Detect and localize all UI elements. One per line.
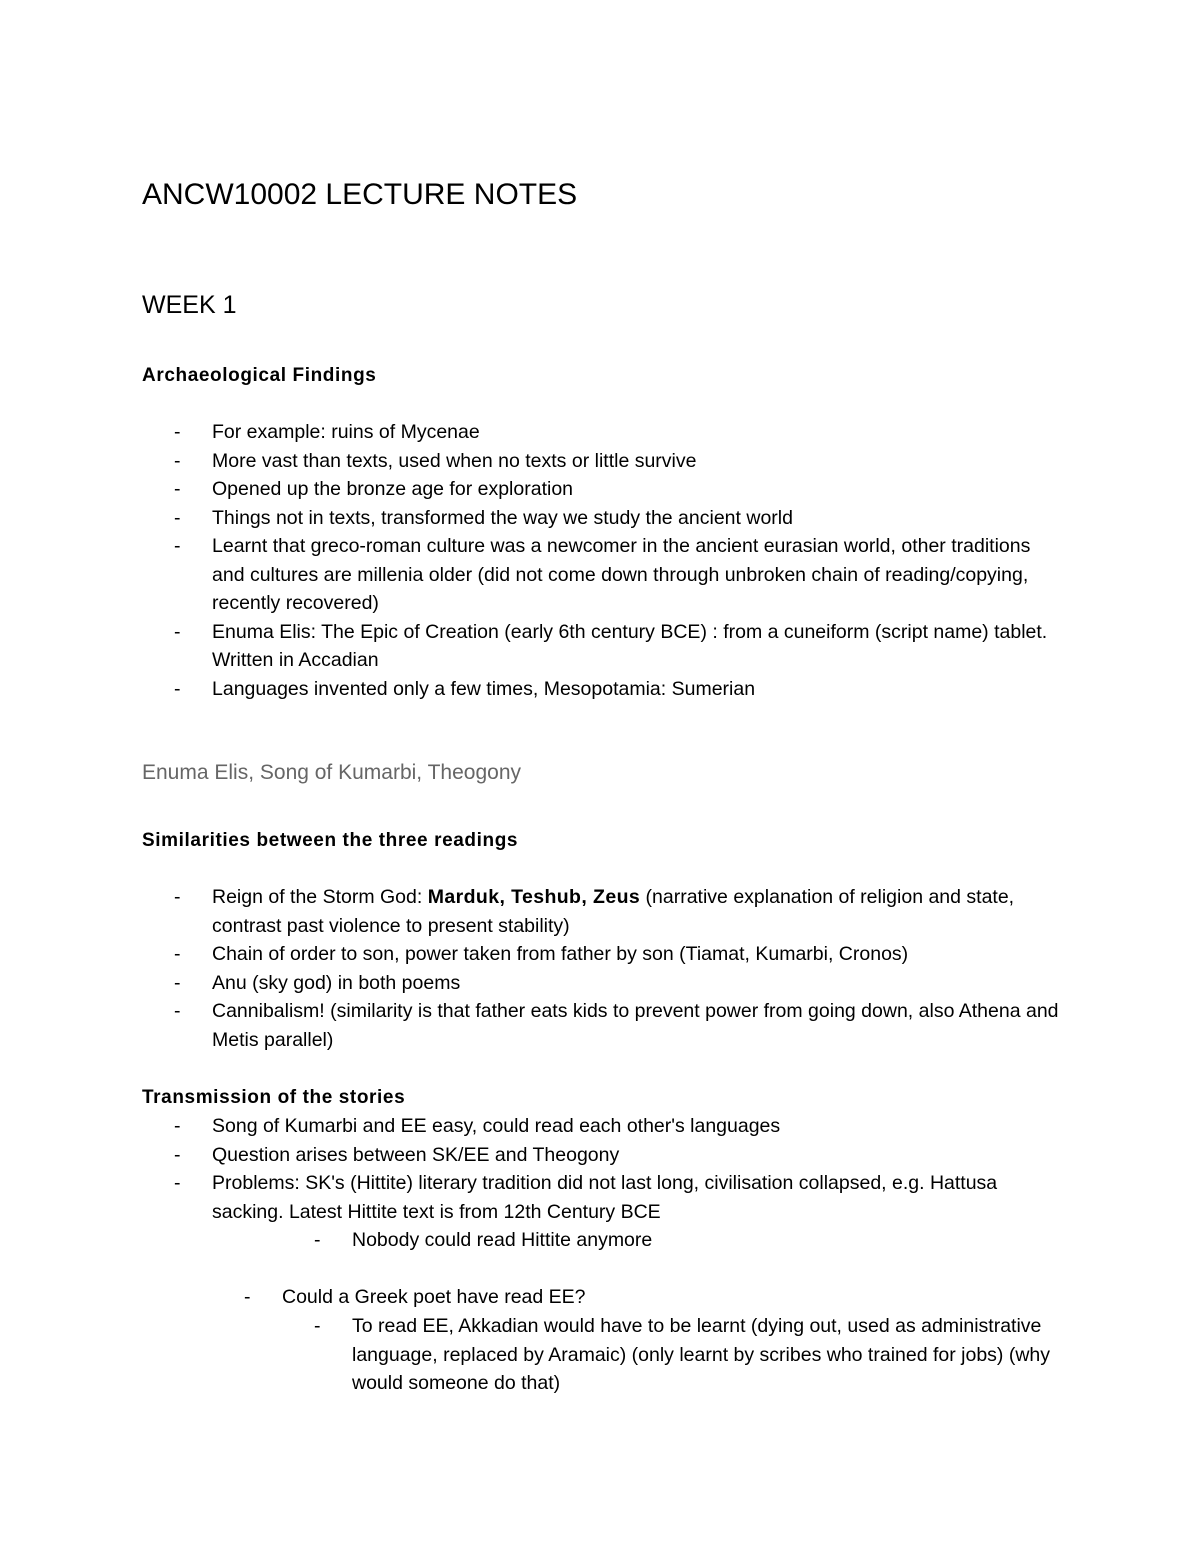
list-item-text: Things not in texts, transformed the way we study the ancient world: [212, 506, 793, 529]
dash-bullet: -: [174, 478, 181, 500]
dash-bullet: -: [174, 677, 181, 700]
list-item-text: For example: ruins of Mycenae: [212, 421, 480, 443]
list-item: [142, 883, 1062, 940]
dash-bullet: -: [244, 1286, 251, 1308]
list-item: [142, 475, 1062, 504]
list-item-text-post: (narrative explanation of religion and state, contrast past violence to present stability): [212, 886, 1015, 937]
dash-bullet: -: [174, 1115, 181, 1137]
list-item-text: Languages invented only a few times, Mesopotamia: Sumerian: [212, 677, 756, 700]
list-item-text: Song of Kumarbi and EE easy, could read each other's languages: [212, 1115, 781, 1137]
transmission-level2-list: [212, 1283, 1062, 1312]
list-item-text: Chain of order to son, power taken from father by son (Tiamat, Kumarbi, Cronos): [212, 943, 909, 965]
archaeological-findings-list: [142, 418, 1062, 703]
dash-bullet: -: [174, 943, 181, 965]
list-item: [142, 447, 1062, 476]
dash-bullet: -: [174, 886, 181, 908]
list-item-text: Opened up the bronze age for exploration: [212, 478, 574, 500]
list-item-text: To read EE, Akkadian would have to be learnt (dying out, used as administrative language, replaced by Aramaic) (only learnt by scribes who trained for jobs) (why would someone do that): [352, 1315, 1051, 1394]
dash-bullet: -: [174, 1143, 181, 1166]
list-item: [282, 1312, 1072, 1398]
similarities-list: [142, 883, 1062, 1054]
list-item-text-pre: Reign of the Storm God:: [212, 886, 428, 908]
document-title: ANCW10002 LECTURE NOTES: [142, 178, 578, 211]
transmission-nested-list-1: [282, 1226, 1062, 1255]
dash-bullet: -: [174, 971, 181, 994]
subheading-readings: Enuma Elis, Song of Kumarbi, Theogony: [142, 761, 521, 784]
list-item: [282, 1226, 1062, 1255]
week-heading: WEEK 1: [142, 291, 237, 319]
list-item-text: Cannibalism! (similarity is that father eats kids to prevent power from going down, also Athena and Metis parallel): [212, 1000, 1059, 1051]
list-item-text: Enuma Elis: The Epic of Creation (early 6th century BCE) : from a cuneiform (script name) tablet. Written in Accadian: [212, 620, 1048, 671]
list-item: [142, 969, 1062, 998]
list-item: [142, 1112, 1062, 1141]
dash-bullet: -: [174, 1000, 181, 1022]
dash-bullet: -: [174, 1172, 181, 1194]
transmission-nested-list-2: [282, 1312, 1072, 1398]
list-item: [142, 418, 1062, 447]
section-heading-transmission: Transmission of the stories: [142, 1087, 406, 1108]
list-item: [142, 532, 1062, 618]
list-item: [142, 618, 1062, 675]
dash-bullet: -: [174, 620, 181, 643]
dash-bullet: -: [174, 535, 181, 557]
list-item-text: Learnt that greco-roman culture was a newcomer in the ancient eurasian world, other traditions and cultures are millenia older (did not come down through unbroken chain of reading/copying, recently recovered): [212, 535, 1031, 614]
list-item: [142, 940, 1062, 969]
list-item: [212, 1283, 1062, 1312]
section-heading-similarities: Similarities between the three readings: [142, 830, 519, 851]
list-item-text: Problems: SK's (Hittite) literary tradition did not last long, civilisation collapsed, e.g. Hattusa sacking. Latest Hittite text is from 12th Century BCE: [212, 1172, 998, 1223]
list-item: [142, 997, 1062, 1054]
list-item: [142, 1141, 1062, 1170]
dash-bullet: -: [314, 1315, 321, 1337]
list-item: [142, 504, 1062, 533]
dash-bullet: -: [174, 506, 181, 529]
dash-bullet: -: [174, 421, 181, 443]
list-item-text: Question arises between SK/EE and Theogony: [212, 1143, 620, 1166]
list-item-text: Could a Greek poet have read EE?: [282, 1286, 586, 1308]
section-heading-archaeological-findings: Archaeological Findings: [142, 365, 377, 386]
list-item: [142, 1169, 1062, 1226]
list-item-text: Anu (sky god) in both poems: [212, 971, 461, 994]
list-item: [142, 675, 1062, 704]
transmission-list: [142, 1112, 1062, 1226]
list-item-text: Nobody could read Hittite anymore: [352, 1229, 653, 1251]
dash-bullet: -: [314, 1229, 321, 1251]
storm-gods-bold: Marduk, Teshub, Zeus: [427, 886, 641, 908]
list-item-text: More vast than texts, used when no texts or little survive: [212, 449, 697, 472]
dash-bullet: -: [174, 449, 181, 472]
